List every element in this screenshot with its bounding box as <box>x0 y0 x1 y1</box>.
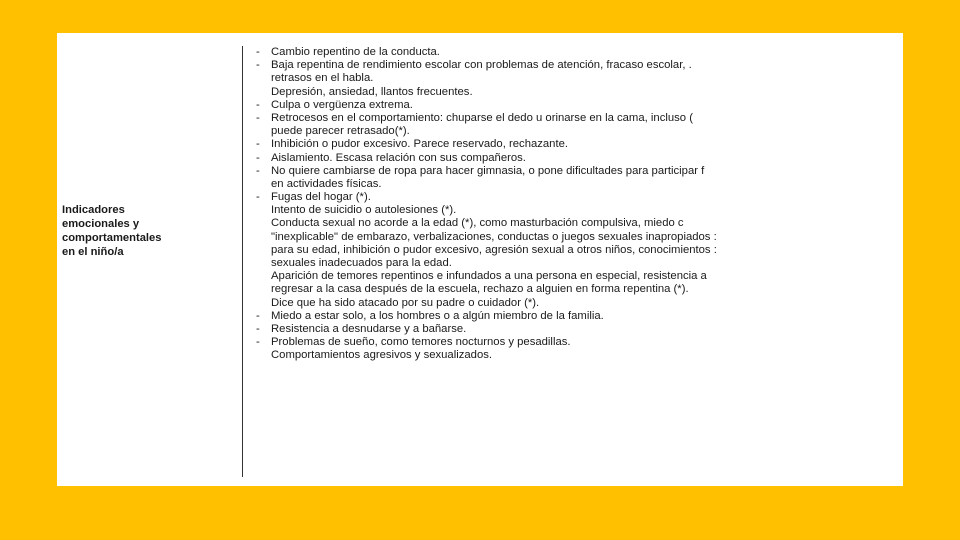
list-item <box>256 46 903 59</box>
list-item-text: Retrocesos en el comportamiento: chuparse el dedo u orinarse en la cama, incluso ( <box>271 111 693 124</box>
column-divider <box>242 46 243 477</box>
bullet-dash: - <box>256 322 260 335</box>
list-item-text: Inhibición o pudor excesivo. Parece reservado, rechazante. <box>271 138 569 151</box>
list-item <box>256 336 903 349</box>
list-item-text: Fugas del hogar (*). <box>271 191 371 204</box>
list-item <box>256 204 903 217</box>
list-item <box>256 138 903 151</box>
list-item <box>256 310 903 323</box>
list-item-text: retrasos en el habla. <box>271 72 374 85</box>
list-item <box>256 59 903 72</box>
list-item-text: "inexplicable" de embarazo, verbalizaciones, conductas o juegos sexuales inapropiados : <box>271 230 717 243</box>
list-item-text: Culpa o vergüenza extrema. <box>271 98 413 111</box>
list-item-text: Intento de suicidio o autolesiones (*). <box>271 204 457 217</box>
list-item-text: Depresión, ansiedad, llantos frecuentes. <box>271 85 473 98</box>
list-item <box>256 297 903 310</box>
document-card <box>57 33 903 486</box>
list-item-text: Aparición de temores repentinos e infundados a una persona en especial, resistencia a <box>271 270 707 283</box>
list-item-text: para su edad, inhibición o pudor excesivo, agresión sexual a otros niños, conocimientos : <box>271 243 717 256</box>
indicator-list <box>256 46 903 363</box>
list-item <box>256 217 903 230</box>
list-item <box>256 178 903 191</box>
list-item <box>256 165 903 178</box>
list-item <box>256 270 903 283</box>
list-item <box>256 191 903 204</box>
list-item <box>256 231 903 244</box>
bullet-dash: - <box>256 46 260 58</box>
bullet-dash: - <box>256 59 260 72</box>
list-item-text: Dice que ha sido atacado por su padre o cuidador (*). <box>271 296 540 309</box>
list-item <box>256 99 903 112</box>
category-label: Indicadores emocionales y comportamentales en el niño/a <box>62 204 162 258</box>
list-item-text: sexuales inadecuados para la edad. <box>271 257 452 269</box>
list-item-text: Cambio repentino de la conducta. <box>271 46 440 58</box>
list-item-text: Miedo a estar solo, a los hombres o a algún miembro de la familia. <box>271 309 604 322</box>
bullet-dash: - <box>256 111 260 124</box>
list-item-text: en actividades físicas. <box>271 177 382 190</box>
list-item <box>256 112 903 125</box>
bullet-dash: - <box>256 336 260 349</box>
bullet-dash: - <box>256 309 260 322</box>
list-item <box>256 323 903 336</box>
list-item <box>256 349 903 362</box>
bullet-dash: - <box>256 138 260 151</box>
list-item-text: Conducta sexual no acorde a la edad (*), como masturbación compulsiva, miedo c <box>271 217 684 230</box>
list-item-text: Problemas de sueño, como temores nocturnos y pesadillas. <box>271 336 571 349</box>
list-item-text: Resistencia a desnudarse y a bañarse. <box>271 322 467 335</box>
list-item <box>256 72 903 85</box>
list-item <box>256 152 903 165</box>
list-item <box>256 125 903 138</box>
list-item <box>256 283 903 296</box>
list-item-text: Baja repentina de rendimiento escolar con problemas de atención, fracaso escolar, . <box>271 59 692 72</box>
list-item-text: puede parecer retrasado(*). <box>271 125 410 138</box>
list-item-text: No quiere cambiarse de ropa para hacer gimnasia, o pone dificultades para participar f <box>271 164 705 177</box>
list-item-text: Comportamientos agresivos y sexualizados. <box>271 349 493 362</box>
list-item <box>256 257 903 270</box>
bullet-dash: - <box>256 151 260 164</box>
list-item <box>256 86 903 99</box>
bullet-dash: - <box>256 98 260 111</box>
list-item-text: Aislamiento. Escasa relación con sus compañeros. <box>271 151 526 164</box>
bullet-dash: - <box>256 164 260 177</box>
list-item <box>256 244 903 257</box>
list-item-text: regresar a la casa después de la escuela, rechazo a alguien en forma repentina (*). <box>271 283 689 296</box>
bullet-dash: - <box>256 191 260 204</box>
